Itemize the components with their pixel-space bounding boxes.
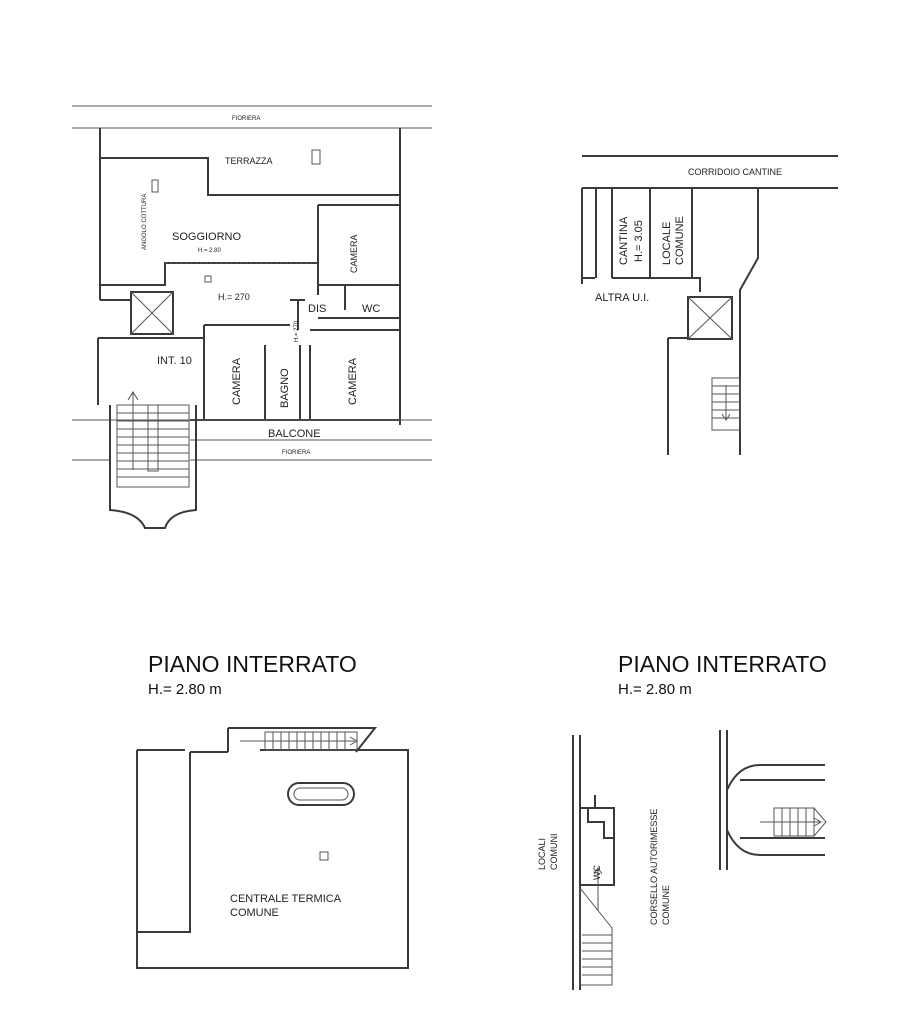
- cellar-plan: [582, 156, 838, 455]
- basement-height-right: H.= 2.80 m: [618, 681, 692, 698]
- basement-plan-left: [137, 651, 408, 968]
- locale-comune-label-1: LOCALE: [661, 221, 673, 265]
- dis-label: DIS: [308, 303, 327, 315]
- balcone-label: BALCONE: [268, 428, 321, 440]
- camera-3-label: CAMERA: [347, 357, 359, 405]
- soggiorno-label: SOGGIORNO: [172, 231, 242, 243]
- height-270-vertical-label: H.= 270: [294, 320, 300, 342]
- height-270-label: H.= 270: [218, 292, 250, 302]
- wc-label: WC: [362, 303, 381, 315]
- soggiorno-height-label: H.= 2.80: [198, 248, 221, 254]
- camera-2-label: CAMERA: [231, 357, 243, 405]
- fioriera-bottom-label: FIORIERA: [282, 450, 311, 456]
- corsello-comune-label: COMUNE: [661, 885, 671, 925]
- basement-title-left: PIANO INTERRATO: [148, 651, 357, 677]
- centrale-termica-label: CENTRALE TERMICA: [230, 893, 342, 905]
- apartment-plan: [72, 106, 432, 528]
- basement-plan-right: [537, 651, 827, 990]
- corsello-autorimesse-label: CORSELLO AUTORIMESSE: [649, 808, 659, 925]
- wc-basement-label: WC: [592, 865, 602, 880]
- centrale-comune-label: COMUNE: [230, 907, 279, 919]
- comuni-label: COMUNI: [549, 833, 559, 870]
- basement-title-right: PIANO INTERRATO: [618, 651, 827, 677]
- locali-label: LOCALI: [537, 837, 547, 870]
- int-10-label: INT. 10: [157, 355, 192, 367]
- camera-1-label: CAMERA: [349, 234, 359, 273]
- cantina-label: CANTINA: [618, 216, 630, 265]
- fioriera-top-label: FIORIERA: [232, 116, 261, 122]
- altra-ui-label: ALTRA U.I.: [595, 292, 650, 304]
- corridoio-cantine-label: CORRIDOIO CANTINE: [688, 167, 783, 177]
- angolo-cottura-label: ANGOLO COTTURA: [142, 193, 148, 250]
- basement-height-left: H.= 2.80 m: [148, 681, 222, 698]
- cantina-height-label: H.= 3.05: [633, 220, 645, 262]
- locale-comune-label-2: COMUNE: [674, 216, 686, 265]
- bagno-label: BAGNO: [279, 368, 291, 408]
- terrazza-label: TERRAZZA: [225, 156, 273, 166]
